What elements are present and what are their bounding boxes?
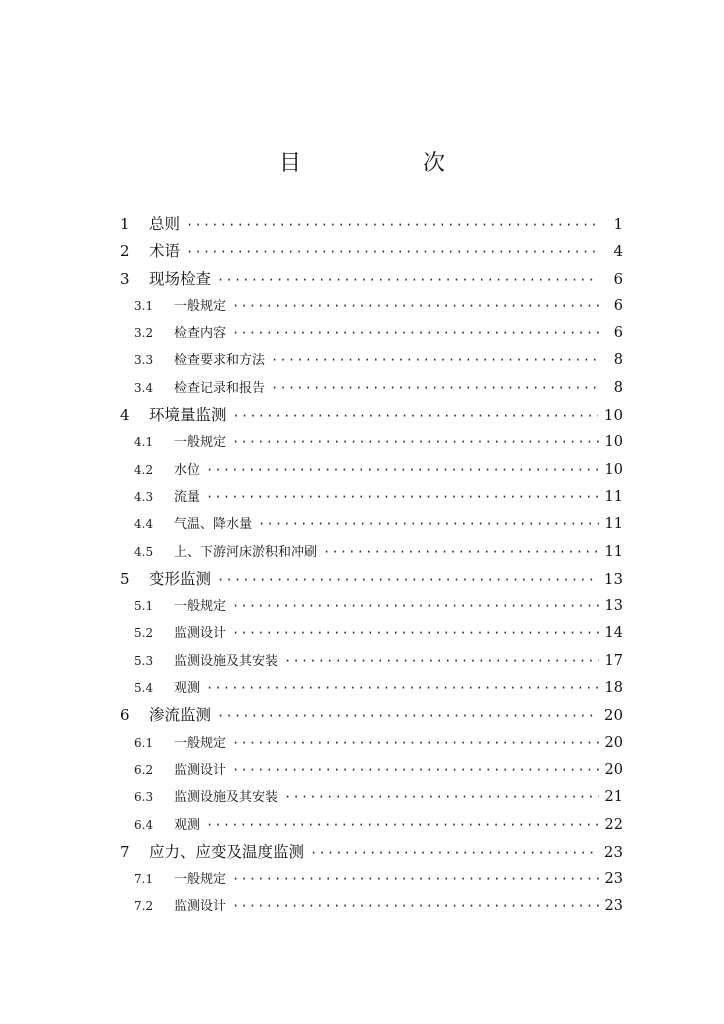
toc-dot-leader	[284, 784, 599, 811]
toc-entry-title: 监测设计	[174, 899, 227, 915]
toc-chapter-entry[interactable]	[120, 402, 623, 429]
toc-entry-number: 2	[120, 242, 130, 261]
toc-dot-leader	[310, 840, 598, 867]
toc-entry-number: 5	[120, 569, 130, 588]
toc-entry-title: 一般规定	[174, 872, 227, 888]
toc-entry-number: 3.1	[134, 298, 154, 313]
toc-entry-number: 6.1	[134, 735, 154, 750]
toc-entry-number: 5.3	[134, 653, 154, 668]
toc-dot-leader	[258, 511, 599, 538]
toc-entry-title: 监测设施及其安装	[174, 790, 279, 806]
toc-dot-leader	[232, 320, 599, 347]
toc-dot-leader	[206, 675, 599, 702]
toc-chapter-entry[interactable]	[120, 266, 623, 293]
toc-dot-leader	[186, 212, 599, 239]
toc-entry-page-number: 11	[604, 543, 623, 560]
toc-entry-title: 气温、降水量	[174, 517, 253, 533]
toc-entry-number: 6	[120, 706, 130, 725]
toc-entry-title: 上、下游河床淤积和冲刷	[174, 544, 318, 560]
toc-entry-page-number: 1	[613, 215, 623, 233]
toc-entry-title: 监测设施及其安装	[174, 653, 279, 669]
toc-entry-number: 5.4	[134, 681, 154, 696]
page-title: 目 次	[278, 151, 495, 176]
toc-entry-number: 4.5	[134, 544, 154, 559]
toc-entry-title: 检查要求和方法	[174, 353, 266, 369]
toc-entry-title: 一般规定	[174, 735, 227, 751]
toc-entry-page-number: 18	[604, 680, 623, 697]
toc-section-entry[interactable]	[120, 539, 623, 566]
toc-entry-title: 观测	[174, 817, 201, 833]
toc-dot-leader	[271, 375, 599, 402]
toc-entry-number: 7.1	[134, 872, 154, 887]
toc-section-entry[interactable]	[120, 484, 623, 511]
toc-entry-title: 流量	[174, 489, 201, 505]
toc-dot-leader	[232, 620, 599, 647]
toc-section-entry[interactable]	[120, 593, 623, 620]
toc-section-entry[interactable]	[120, 784, 623, 811]
toc-entry-number: 4	[120, 406, 130, 425]
toc-section-entry[interactable]	[120, 620, 623, 647]
toc-entry-page-number: 6	[613, 269, 623, 288]
toc-entry-page-number: 8	[613, 379, 623, 396]
toc-dot-leader	[206, 457, 599, 484]
toc-entry-title: 应力、应变及温度监测	[149, 842, 305, 861]
toc-section-entry[interactable]	[120, 511, 623, 538]
toc-section-entry[interactable]	[120, 429, 623, 456]
toc-dot-leader	[217, 267, 599, 294]
toc-entry-title: 一般规定	[174, 599, 227, 615]
toc-entry-title: 一般规定	[174, 298, 227, 314]
toc-dot-leader	[232, 757, 599, 784]
toc-dot-leader	[284, 648, 599, 675]
toc-section-entry[interactable]	[120, 648, 623, 675]
toc-entry-title: 检查内容	[174, 326, 227, 342]
toc-entry-page-number: 22	[604, 816, 623, 833]
toc-entry-page-number: 10	[604, 461, 623, 478]
toc-entry-page-number: 13	[603, 569, 623, 588]
toc-dot-leader	[232, 293, 599, 320]
toc-chapter-entry[interactable]	[120, 702, 623, 729]
toc-entry-page-number: 13	[604, 598, 623, 615]
toc-section-entry[interactable]	[120, 812, 623, 839]
toc-entry-title: 监测设计	[174, 762, 227, 778]
toc-entry-page-number: 20	[603, 706, 623, 725]
toc-section-entry[interactable]	[120, 375, 623, 402]
toc-entry-title: 现场检查	[149, 269, 212, 288]
toc-chapter-entry[interactable]	[120, 566, 623, 593]
toc-dot-leader	[217, 567, 598, 594]
toc-entry-title: 术语	[149, 242, 181, 261]
toc-section-entry[interactable]	[120, 293, 623, 320]
toc-entry-page-number: 11	[604, 488, 623, 505]
toc-dot-leader	[206, 812, 599, 839]
toc-entry-title: 观测	[174, 681, 201, 697]
toc-dot-leader	[323, 539, 599, 566]
toc-entry-page-number: 23	[604, 898, 623, 915]
toc-entry-number: 6.3	[134, 790, 154, 805]
toc-dot-leader	[233, 403, 598, 430]
toc-section-entry[interactable]	[120, 320, 623, 347]
toc-section-entry[interactable]	[120, 347, 623, 374]
toc-entry-page-number: 17	[604, 652, 623, 669]
toc-entry-number: 4.3	[134, 489, 154, 504]
toc-dot-leader	[186, 239, 599, 266]
toc-chapter-entry[interactable]	[120, 839, 623, 866]
toc-dot-leader	[206, 484, 599, 511]
toc-entry-number: 3.4	[134, 380, 154, 395]
toc-entry-page-number: 8	[613, 352, 623, 369]
toc-entry-number: 3.3	[134, 353, 154, 368]
toc-entry-page-number: 14	[604, 625, 623, 642]
toc-section-entry[interactable]	[120, 866, 623, 893]
toc-entry-title: 变形监测	[149, 569, 212, 588]
toc-entry-title: 一般规定	[174, 435, 227, 451]
toc-entry-number: 7	[120, 842, 130, 861]
toc-entry-page-number: 20	[604, 761, 623, 778]
toc-entry-number: 4.2	[134, 462, 154, 477]
toc-entry-number: 1	[120, 215, 130, 233]
toc-section-entry[interactable]	[120, 730, 623, 757]
toc-chapter-entry[interactable]	[120, 211, 623, 238]
toc-chapter-entry[interactable]	[120, 238, 623, 265]
toc-entry-page-number: 23	[604, 871, 623, 888]
toc-entry-title: 总则	[149, 215, 181, 233]
toc-entry-number: 3.2	[134, 326, 154, 341]
toc-entry-number: 5.1	[134, 599, 154, 614]
toc-dot-leader	[232, 593, 599, 620]
toc-entry-page-number: 4	[613, 242, 623, 261]
toc-dot-leader	[217, 703, 598, 730]
toc-dot-leader	[232, 893, 599, 920]
toc-dot-leader	[232, 429, 599, 456]
toc-entry-title: 检查记录和报告	[174, 380, 266, 396]
toc-entry-page-number: 6	[613, 297, 623, 314]
toc-section-entry[interactable]	[120, 675, 623, 702]
table-of-contents	[120, 211, 623, 921]
toc-section-entry[interactable]	[120, 893, 623, 920]
toc-entry-page-number: 6	[613, 325, 623, 342]
toc-entry-number: 4.4	[134, 517, 154, 532]
toc-dot-leader	[271, 347, 599, 374]
toc-section-entry[interactable]	[120, 757, 623, 784]
toc-entry-number: 5.2	[134, 626, 154, 641]
toc-entry-number: 4.1	[134, 435, 154, 450]
toc-entry-page-number: 10	[604, 434, 623, 451]
toc-dot-leader	[232, 866, 599, 893]
toc-entry-title: 环境量监测	[149, 406, 227, 425]
toc-entry-title: 监测设计	[174, 626, 227, 642]
toc-entry-page-number: 21	[604, 789, 623, 806]
toc-entry-page-number: 11	[604, 516, 623, 533]
toc-entry-number: 6.4	[134, 817, 154, 832]
toc-entry-title: 渗流监测	[149, 706, 212, 725]
toc-section-entry[interactable]	[120, 457, 623, 484]
toc-entry-page-number: 20	[604, 734, 623, 751]
toc-entry-number: 7.2	[134, 899, 154, 914]
toc-entry-title: 水位	[174, 462, 201, 478]
toc-dot-leader	[232, 730, 599, 757]
toc-entry-page-number: 23	[603, 842, 623, 861]
toc-entry-number: 6.2	[134, 762, 154, 777]
toc-entry-page-number: 10	[603, 406, 623, 425]
toc-entry-number: 3	[120, 269, 130, 288]
